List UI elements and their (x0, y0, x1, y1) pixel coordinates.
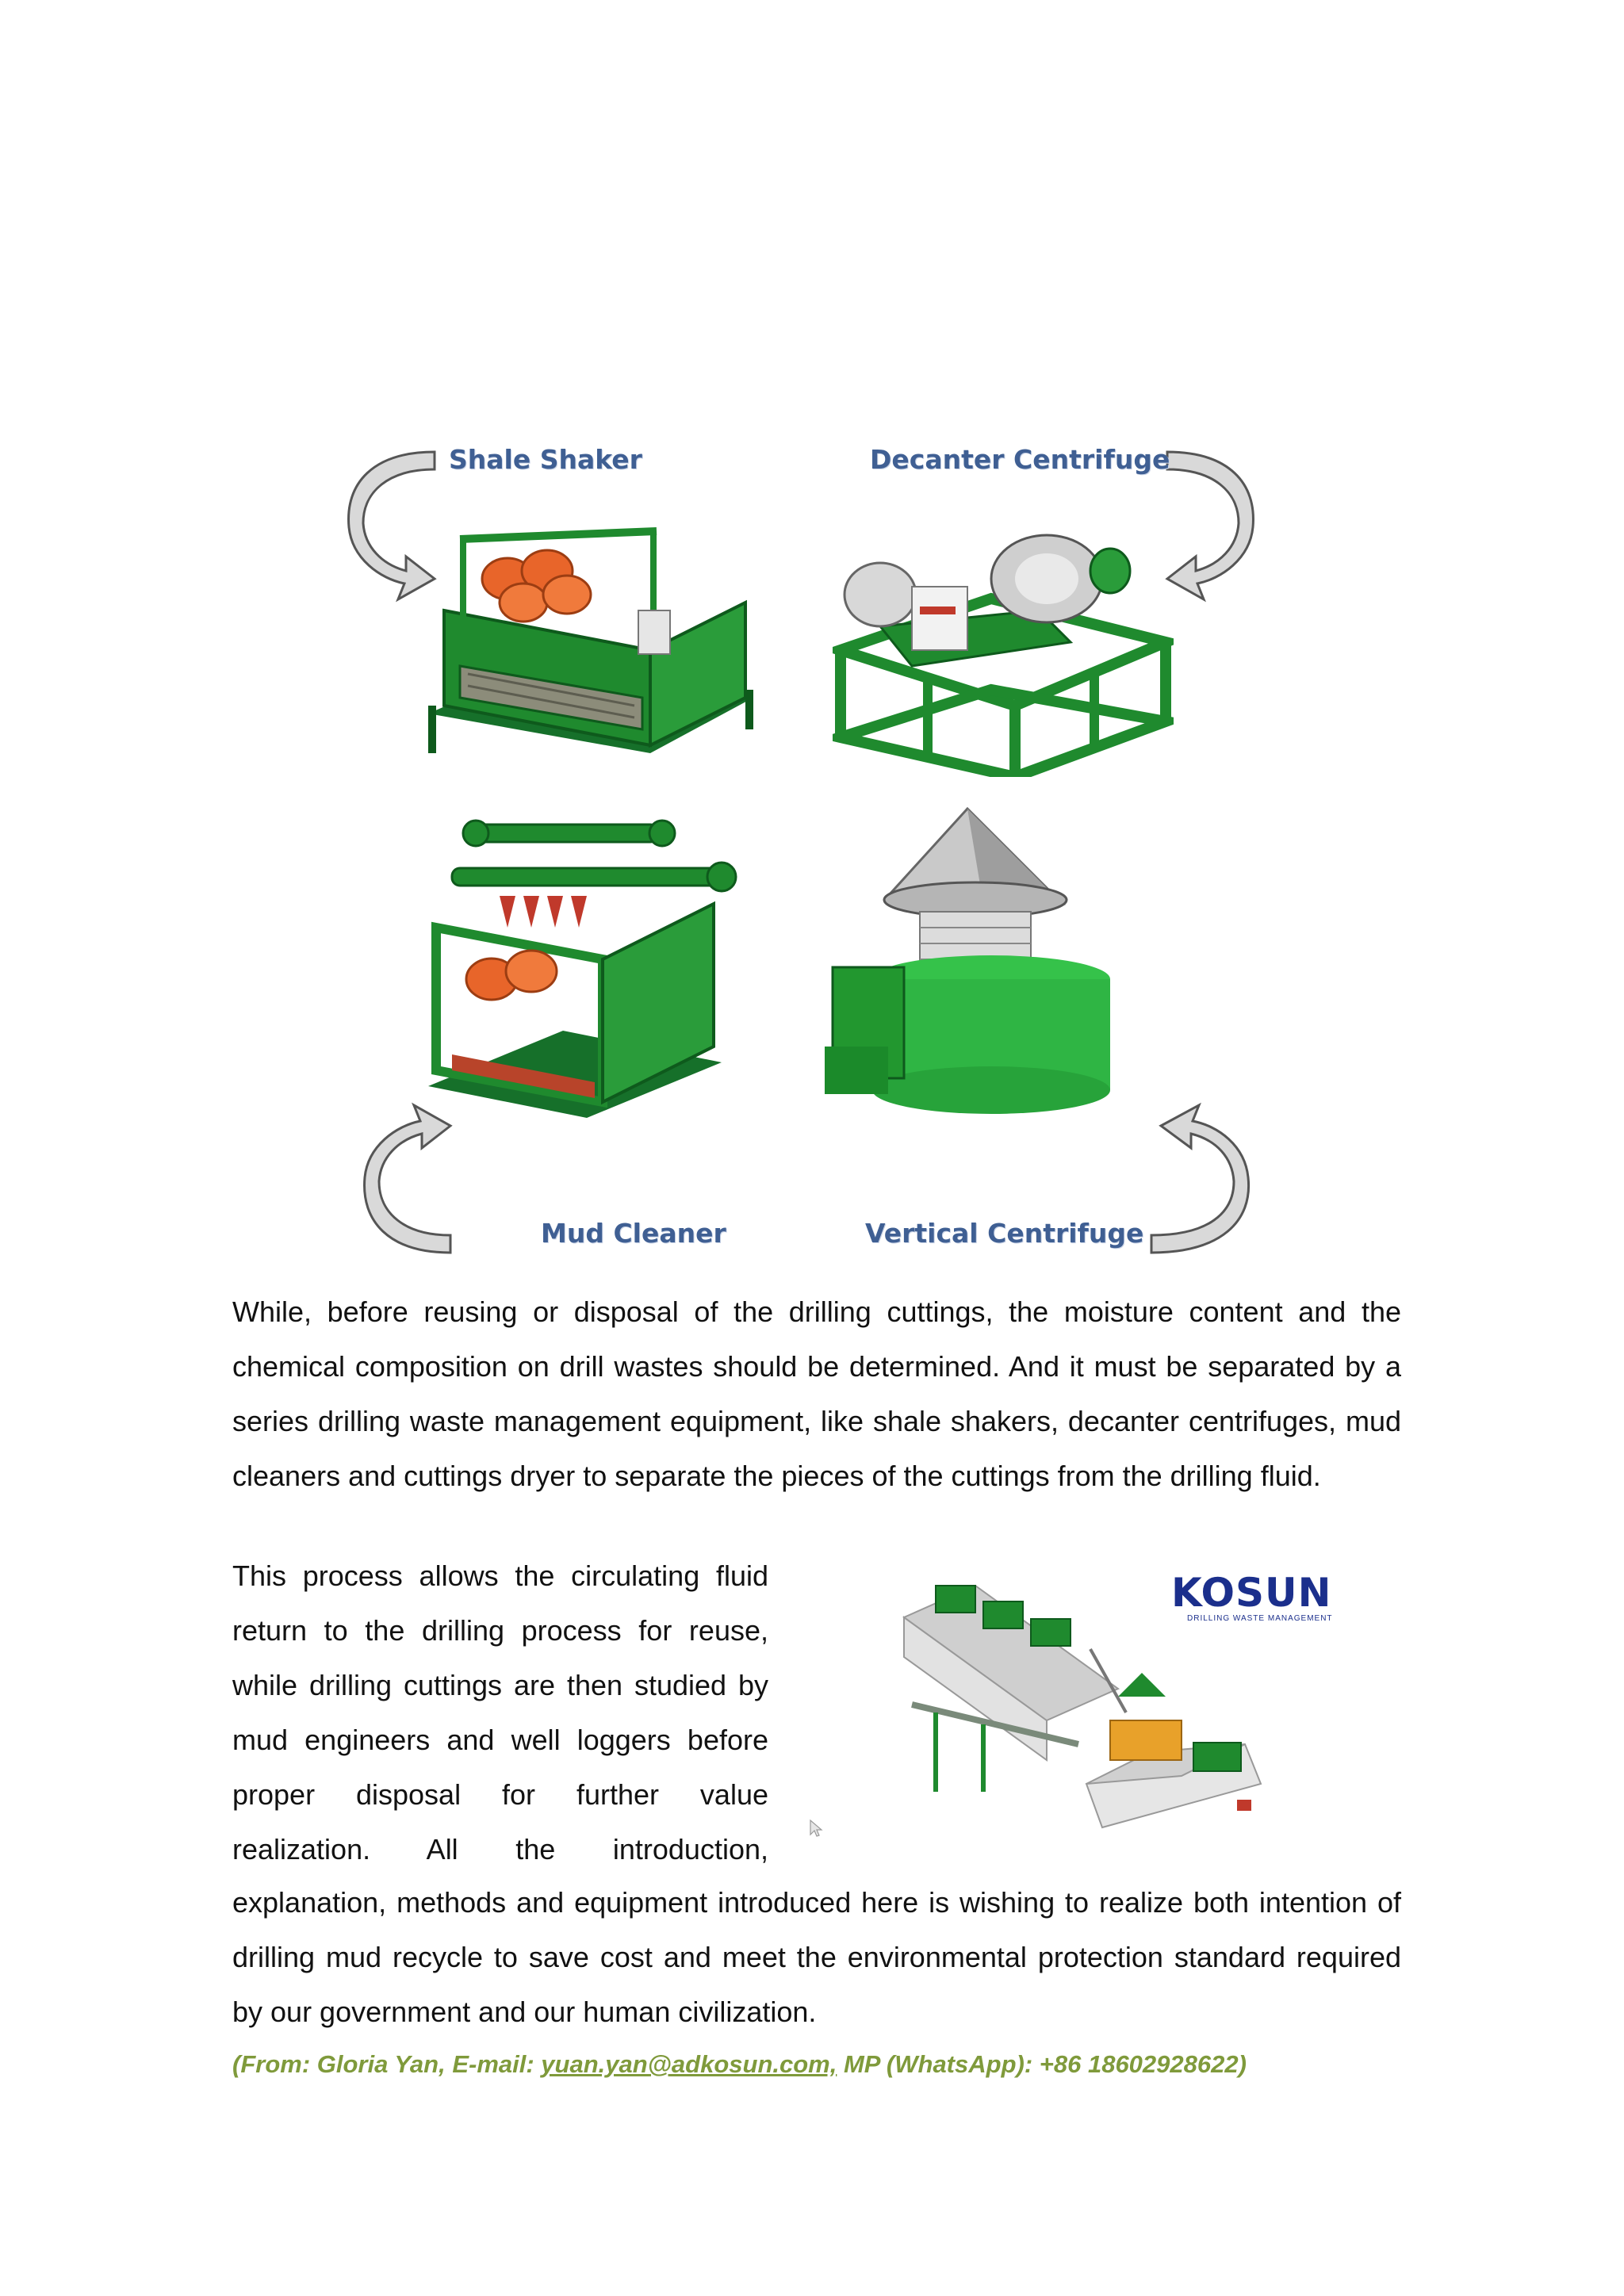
paragraph-line: by our government and our human civilization. (232, 1996, 817, 2028)
paragraph-line: realization. All the introduction, (232, 1833, 768, 1866)
decanter-centrifuge-image (833, 523, 1174, 777)
vertical-centrifuge-image (825, 793, 1158, 1126)
paragraph-intro (232, 1284, 1401, 1503)
label-mud-cleaner: Mud Cleaner (541, 1218, 726, 1249)
paragraph-line: chemical composition on drill wastes should be determined. And it must be separated by a (232, 1350, 1401, 1383)
paragraph-line: while drilling cuttings are then studied by (232, 1669, 768, 1701)
paragraph-process-narrow (232, 1548, 768, 1877)
contact-prefix: (From: Gloria Yan, E-mail: (232, 2050, 542, 2078)
paragraph-line: series drilling waste management equipment, like shale shakers, decanter centrifuges, mud (232, 1405, 1401, 1437)
email-link[interactable]: yuan.yan@adkosun.com, (541, 2050, 837, 2078)
label-vertical-centrifuge: Vertical Centrifuge (865, 1218, 1144, 1249)
paragraph-line: mud engineers and well loggers before (232, 1724, 768, 1756)
shale-shaker-image (412, 515, 777, 769)
cursor-icon (809, 1819, 823, 1838)
paragraph-line: return to the drilling process for reuse, (232, 1614, 768, 1647)
logo-tagline: DRILLING WASTE MANAGEMENT (1187, 1614, 1333, 1623)
logo-wordmark: KOSUN (1171, 1570, 1332, 1616)
kosun-logo (1171, 1570, 1346, 1623)
paragraph-line: proper disposal for further value (232, 1778, 768, 1811)
mud-cleaner-image (404, 793, 753, 1126)
paragraph-line: drilling mud recycle to save cost and meet the environmental protection standard required (232, 1941, 1401, 1973)
paragraph-line: This process allows the circulating fluid (232, 1559, 768, 1592)
curved-arrow-icon (357, 1102, 460, 1261)
curved-arrow-icon (1142, 1102, 1261, 1261)
label-shale-shaker: Shale Shaker (449, 444, 642, 475)
contact-suffix: MP (WhatsApp): +86 18602928622) (837, 2050, 1247, 2078)
paragraph-process-wide (232, 1875, 1401, 2039)
equipment-figure (333, 428, 1269, 1269)
paragraph-line: explanation, methods and equipment introduced here is wishing to realize both intention of (232, 1886, 1401, 1919)
paragraph-line: While, before reusing or disposal of the drilling cuttings, the moisture content and the (232, 1295, 1401, 1328)
paragraph-line: cleaners and cuttings dryer to separate the pieces of the cuttings from the drilling fluid. (232, 1460, 1321, 1492)
label-decanter-centrifuge: Decanter Centrifuge (870, 444, 1170, 475)
contact-line (232, 2050, 1247, 2079)
